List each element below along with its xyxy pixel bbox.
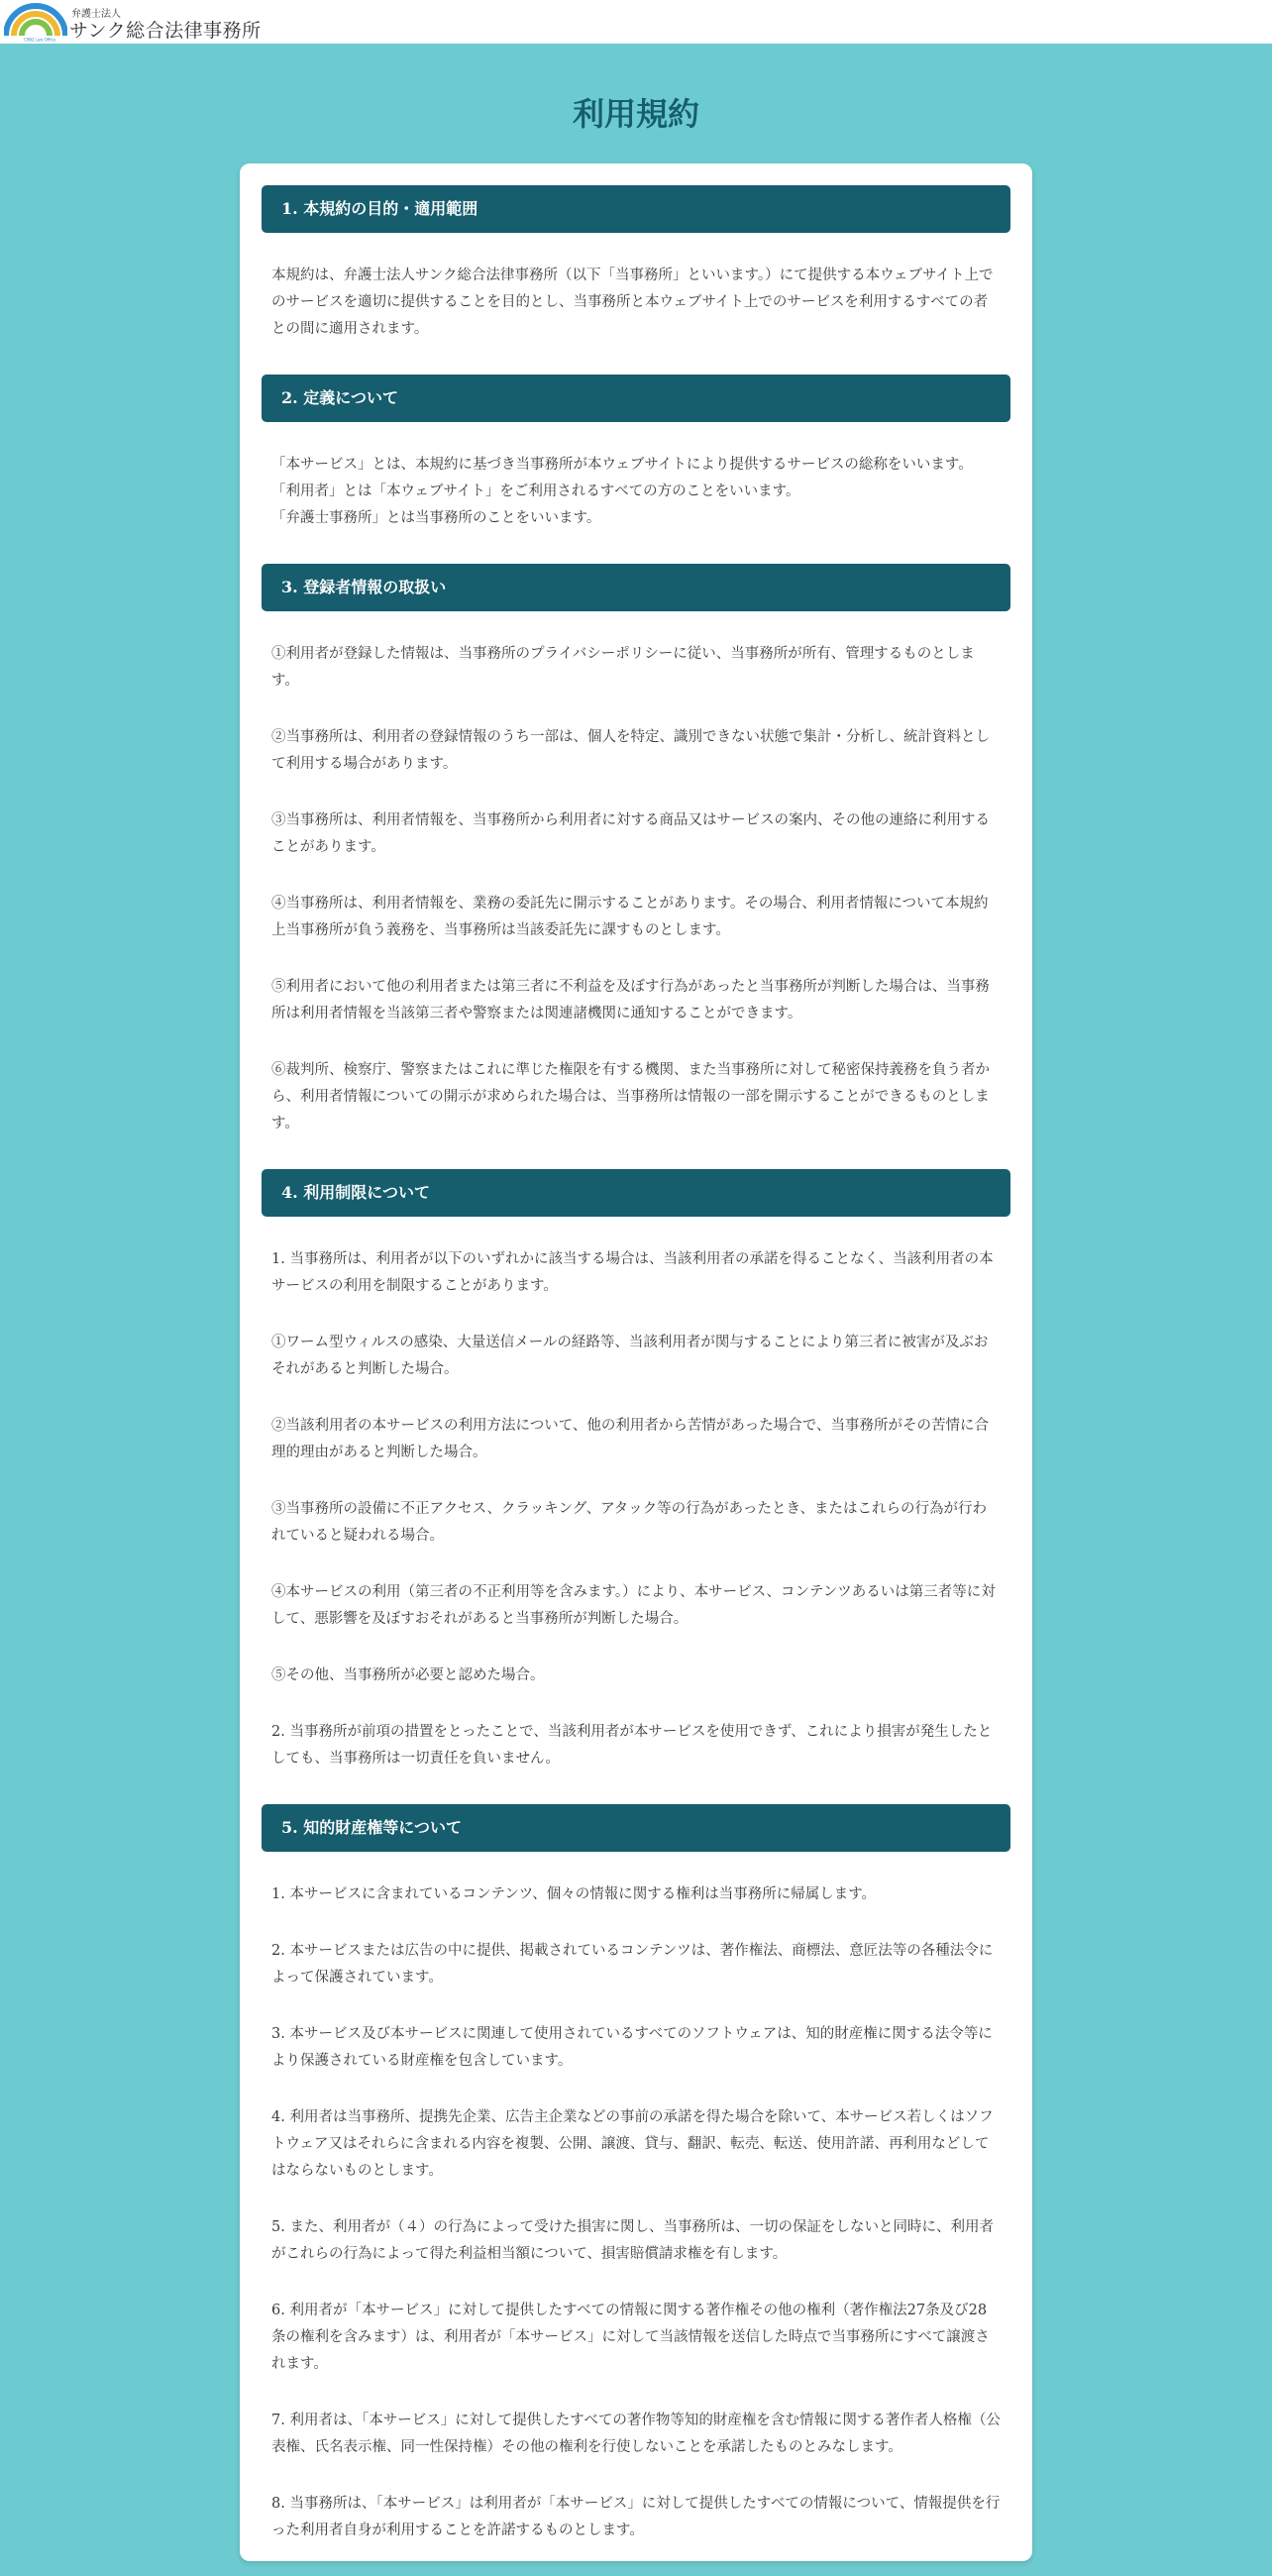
section-paragraph: ③当事務所は、利用者情報を、当事務所から利用者に対する商品又はサービスの案内、その他の連絡に利用することがあります。 (271, 812, 990, 855)
section-paragraph: ①利用者が登録した情報は、当事務所のプライバシーポリシーに従い、当事務所が所有、管理するものとします。 (271, 646, 975, 689)
section-paragraph: ⑤その他、当事務所が必要と認めた場合。 (271, 1667, 545, 1683)
section-paragraph: 1. 当事務所は、利用者が以下のいずれかに該当する場合は、当該利用者の承諾を得ることなく、当該利用者の本サービスの利用を制限することがあります。 (271, 1251, 994, 1294)
section-paragraph: ①ワーム型ウィルスの感染、大量送信メールの経路等、当該利用者が関与することにより第三者に被害が及ぶおそれがあると判断した場合。 (271, 1335, 989, 1377)
site-header (0, 0, 1272, 44)
logo-tagline: CINQ Law Office (24, 37, 56, 42)
section-paragraph: ⑤利用者において他の利用者または第三者に不利益を及ぼす行為があったと当事務所が判断した場合は、当事務所は利用者情報を当該第三者や警察または関連諸機関に通知することができます。 (271, 979, 990, 1021)
section-paragraph: 「利用者」とは「本ウェブサイト」をご利用されるすべての方のことをいいます。 (271, 483, 800, 499)
section-body (262, 422, 1010, 564)
section-paragraph: 7. 利用者は、「本サービス」に対して提供したすべての著作物等知的財産権を含む情報に関する著作者人格権（公表権、氏名表示権、同一性保持権）その他の権利を行使しないことを承諾したものとみなします。 (271, 2413, 1001, 2455)
section-paragraph: ③当事務所の設備に不正アクセス、クラッキング、アタック等の行為があったとき、またはこれらの行為が行われていると疑われる場合。 (271, 1501, 987, 1544)
section-body (262, 233, 1010, 375)
section-heading: 3. 登録者情報の取扱い (262, 564, 1010, 611)
section-paragraph: ④本サービスの利用（第三者の不正利用等を含みます。）により、本サービス、コンテンツあるいは第三者等に対して、悪影響を及ぼすおそれがあると当事務所が判断した場合。 (271, 1584, 996, 1627)
section-paragraph: 「本サービス」とは、本規約に基づき当事務所が本ウェブサイトにより提供するサービスの総称をいいます。 (271, 457, 973, 473)
section-paragraph: 2. 本サービスまたは広告の中に提供、掲載されているコンテンツは、著作権法、商標法、意匠法等の各種法令によって保護されています。 (271, 1943, 994, 1986)
section-paragraph: 5. また、利用者が（４）の行為によって受けた損害に関し、当事務所は、一切の保証をしないと同時に、利用者がこれらの行為によって得た利益相当額について、損害賠償請求権を有します。 (271, 2219, 994, 2262)
section-paragraph: 8. 当事務所は、「本サービス」は利用者が「本サービス」に対して提供したすべての情報について、情報提供を行った利用者自身が利用することを許諾するものとします。 (271, 2496, 1001, 2538)
section-body (262, 1852, 1010, 2576)
logo-firm-name: サンク総合法律事務所 (69, 20, 262, 42)
terms-content (262, 185, 1010, 2576)
page-title: 利用規約 (572, 95, 699, 133)
section-paragraph: 「弁護士事務所」とは当事務所のことをいいます。 (271, 510, 601, 526)
section-paragraph: 1. 本サービスに含まれているコンテンツ、個々の情報に関する権利は当事務所に帰属します。 (271, 1886, 877, 1902)
section-body (262, 611, 1010, 1169)
terms-card (240, 163, 1032, 2561)
section-paragraph: ④当事務所は、利用者情報を、業務の委託先に開示することがあります。その場合、利用者情報について本規約上当事務所が負う義務を、当事務所は当該委託先に課すものとします。 (271, 896, 989, 938)
section-paragraph: 3. 本サービス及び本サービスに関連して使用されているすべてのソフトウェアは、知的財産権に関する法令等により保護されている財産権を包含しています。 (271, 2026, 993, 2069)
section-body (262, 1217, 1010, 1804)
section-heading: 1. 本規約の目的・適用範囲 (262, 185, 1010, 233)
section-paragraph: 本規約は、弁護士法人サンク総合法律事務所（以下「当事務所」といいます。）にて提供する本ウェブサイト上でのサービスを適切に提供することを目的とし、当事務所と本ウェブサイト上でのサービスを利用するすべての者との間に適用されます。 (271, 268, 994, 337)
logo-subtitle: 弁護士法人 (71, 9, 121, 20)
section-paragraph: ②当該利用者の本サービスの利用方法について、他の利用者から苦情があった場合で、当事務所がその苦情に合理的理由があると判断した場合。 (271, 1418, 989, 1460)
section-paragraph: 4. 利用者は当事務所、提携先企業、広告主企業などの事前の承諾を得た場合を除いて、本サービス若しくはソフトウェア又はそれらに含まれる内容を複製、公開、譲渡、貸与、翻訳、転売、転送、使用許諾、再利用などしてはならないものとします。 (271, 2109, 994, 2179)
section-paragraph: 2. 当事務所が前項の措置をとったことで、当該利用者が本サービスを使用できず、これにより損害が発生したとしても、当事務所は一切責任を負いません。 (271, 1724, 993, 1767)
section-heading: 2. 定義について (262, 375, 1010, 422)
section-paragraph: ⑥裁判所、検察庁、警察またはこれに準じた権限を有する機関、また当事務所に対して秘密保持義務を負う者から、利用者情報についての開示が求められた場合は、当事務所は情報の一部を開示することができるものとします。 (271, 1062, 990, 1131)
rainbow-logo-icon (4, 2, 67, 42)
section-heading: 4. 利用制限について (262, 1169, 1010, 1217)
section-heading: 5. 知的財産権等について (262, 1804, 1010, 1852)
site-logo[interactable] (4, 2, 271, 42)
section-paragraph: ②当事務所は、利用者の登録情報のうち一部は、個人を特定、識別できない状態で集計・分析し、統計資料として利用する場合があります。 (271, 729, 990, 772)
section-paragraph: 6. 利用者が「本サービス」に対して提供したすべての情報に関する著作権その他の権利（著作権法27条及び28条の権利を含みます）は、利用者が「本サービス」に対して当該情報を送信した時点で当事務所にすべて譲渡されます。 (271, 2303, 990, 2372)
